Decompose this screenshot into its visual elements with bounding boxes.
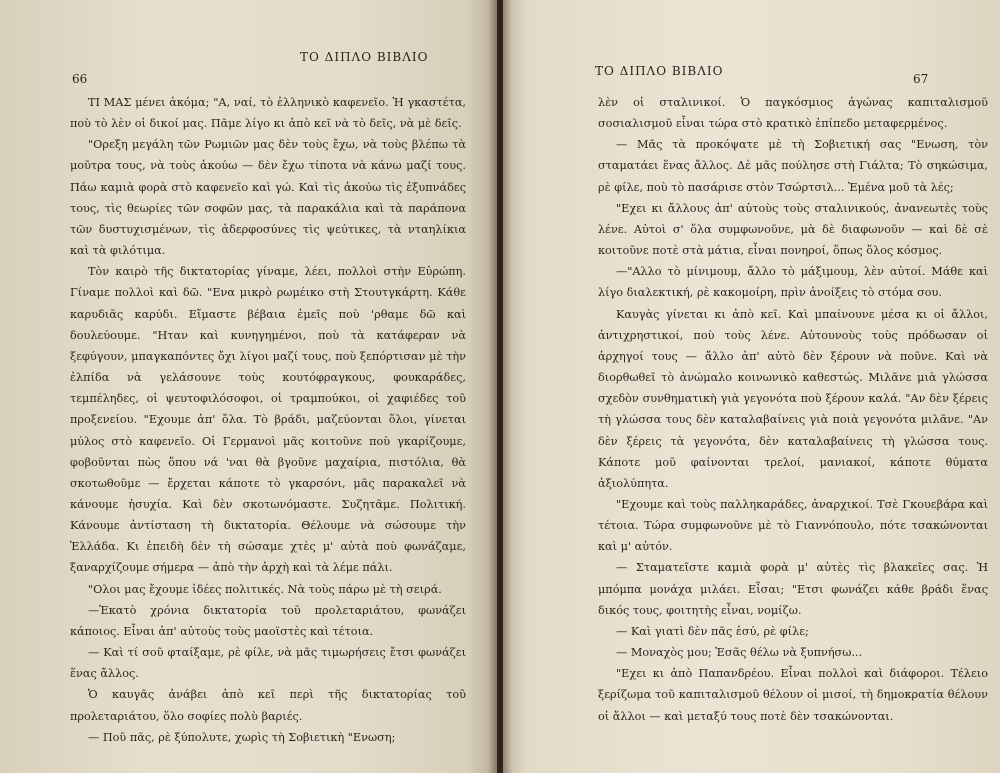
paragraph: — Ποῦ πᾶς, ρὲ ξύπολυτε, χωρὶς τὴ Σοβιετικὴ "Ενωση; <box>88 730 396 744</box>
book-gutter <box>488 0 512 773</box>
paragraph: — Καὶ τί σοῦ φταίξαμε, ρὲ φίλε, νὰ μᾶς τιμωρήσεις ἔτσι φωνάζει ἕνας ἄλλος. <box>70 646 466 681</box>
page-body <box>70 92 466 748</box>
running-head: ΤΟ ΔΙΠΛΟ ΒΙΒΛΙΟ <box>300 50 429 64</box>
paragraph: —"Αλλο τὸ μίνιμουμ, ἄλλο τὸ μάξιμουμ, λὲν αὐτοί. Μάθε καὶ λίγο διαλεκτική, ρὲ κακομοίρη, πρὶν ἀνοίξεις τὸ στόμα σου. <box>598 265 988 300</box>
running-head: ΤΟ ΔΙΠΛΟ ΒΙΒΛΙΟ <box>595 64 724 78</box>
paragraph: —Ἑκατὸ χρόνια δικτατορία τοῦ προλεταριάτου, φωνάζει κάποιος. Εἶναι ἀπ' αὐτοὺς τοὺς μαοϊστὲς καὶ τέτοια. <box>70 603 466 638</box>
page-body <box>598 92 988 727</box>
right-page <box>503 0 1000 773</box>
paragraph: "Εχει κι ἀπὸ Παπανδρέου. Εἶναι πολλοὶ καὶ διάφοροι. Τέλειο ξερίζωμα τοῦ καπιταλισμοῦ θέλουν οἱ μισοί, τὴ δημοκρατία θέλουν οἱ ἄλλοι — καὶ μεταξύ τους ποτὲ δὲν τσακώνονται. <box>598 667 988 723</box>
paragraph: "Ολοι μας ἔχουμε ἰδέες πολιτικές. Νὰ τοὺς πάρω μὲ τὴ σειρά. <box>88 582 442 596</box>
paragraph: — Μᾶς τὰ προκόψατε μὲ τὴ Σοβιετική σας "Ενωση, τὸν σταματάει ἕνας ἄλλος. Δὲ μᾶς πούλησε στὴ Γιάλτα; Τὸ σηκώσιμα, ρὲ φίλε, ποὺ τὸ πασάρισε στὸν Τσώρτσιλ... Ἐμένα μοῦ τὰ λές; <box>598 138 988 194</box>
page-number: 67 <box>913 72 929 86</box>
paragraph: λὲν οἱ σταλινικοί. Ὁ παγκόσμιος ἀγώνας καπιταλισμοῦ σοσιαλισμοῦ εἶναι τώρα στὸ κρατικὸ ἐπίπεδο μεταφερμένος. <box>598 96 988 131</box>
paragraph: Ὁ καυγᾶς ἀνάβει ἀπὸ κεῖ περὶ τῆς δικτατορίας τοῦ προλεταριάτου, ὅλο σοφίες πολὺ βαριές. <box>70 688 466 723</box>
paragraph: — Καὶ γιατὶ δὲν πᾶς ἐσύ, ρὲ φίλε; <box>616 624 809 638</box>
paragraph: Καυγὰς γίνεται κι ἀπὸ κεῖ. Καὶ μπαίνουνε μέσα κι οἱ ἄλλοι, ἀντιχρηστικοί, ποὺ τοὺς λένε. Αὐτουνοὺς τοὺς πρόδωσαν οἱ ἀρχηγοί τους — ἄλλο ἀπ' αὐτὸ δὲν ξέρουν νὰ ποῦνε. Καὶ νὰ διορθωθεῖ τὸ ἀνώμαλο κοινωνικὸ καθεστώς. Μιλᾶνε μιὰ γλώσσα σχεδὸν συνθηματικὴ γιὰ γεγονότα ποὺ ξέρουν καλά. "Αν δὲν ξέρεις τὴ γλώσσα τους δὲν καταλαβαίνεις γιὰ ποιὰ γεγονότα μιλᾶνε. "Αν δὲν ξέρεις τὰ γεγονότα, δὲν καταλαβαίνεις τὴ γλώσσα τους. Κάποτε μοῦ φαίνονται τρελοί, μανιακοί, κάποτε θύματα ἀξιολύπητα. <box>598 307 988 490</box>
paragraph: Τὸν καιρὸ τῆς δικτατορίας γίναμε, λέει, πολλοὶ στὴν Εὐρώπη. Γίναμε πολλοὶ καὶ δῶ. "Ενα μικρὸ ρωμέικο στὴ Στουτγκάρτη. Κάθε καρυδιᾶς καρύδι. Εἴμαστε βέβαια ἐμεῖς ποὺ 'ρθαμε δῶ καὶ δουλεύουμε. "Ηταν καὶ κυνηγημένοι, ποὺ τὰ κατάφεραν νὰ ξεφύγουν, μπαγκαπόντες ὄχι λίγοι μαζί τους, ποὺ ξεπόρτισαν μὲ τὴν ἐλπίδα νὰ γελάσουνε τοὺς κουτόφραγκους, φουκαράδες, τεμπέληδες, οἱ ψευτοφιλόσοφοι, οἱ τραμπούκοι, οἱ χαφιέδες τοῦ προξενείου. "Εχουμε ἀπ' ὅλα. Τὸ βράδι, μαζεύονται ὅλοι, γίνεται μύλος στὸ καφενεῖο. Οἱ Γερμανοὶ μᾶς κοιτοῦνε ποὺ γκαρίζουμε, φοβοῦνται πὼς ὅπου νά 'ναι θὰ βγοῦνε μαχαίρια, πιστόλια, θὰ σκοτωθοῦμε — ἔρχεται κάποτε τὸ γκαρσόνι, μᾶς παρακαλεῖ νὰ κάνουμε ἡσυχία. Καὶ δὲν σκοτωνόμαστε. Συζητᾶμε. Πολιτική. Κάνουμε ἀντίσταση τὴ δικτατορία. Θέλουμε νὰ σώσουμε τὴν Ἑλλάδα. Κι ἐπειδὴ δὲν τὴ σώσαμε χτὲς μ' αὐτὰ ποὺ φωνάζαμε, ξαναρχίζουμε σήμερα — ἀπὸ τὴν ἀρχὴ καὶ τὰ λέμε πάλι. <box>70 265 466 575</box>
left-page <box>0 0 497 773</box>
paragraph: "Ορεξη μεγάλη τῶν Ρωμιῶν μας δὲν τοὺς ἔχω, νὰ τοὺς βλέπω τὰ μοῦτρα τους, νὰ τοὺς ἀκούω — δὲν ἔχω τίποτα νὰ κάνω μαζί τους. Πάω καμιὰ φορὰ στὸ καφενεῖο καὶ γώ. Καὶ τὶς ἀκούω τὶς ἐξυπνάδες τους, τὶς θεωρίες τῶν σοφῶν μας, τὰ παρακάλια καὶ τὰ παράπονα τῶν δυστυχισμένων, τὶς ἀδερφοσύνες τὶς ψεύτικες, τὰ νταηλίκια καὶ τὰ φιλότιμα. <box>70 138 466 258</box>
paragraph: "Εχουμε καὶ τοὺς παλληκαράδες, ἀναρχικοί. Τσὲ Γκουεβάρα καὶ τέτοια. Τώρα συμφωνοῦνε μὲ τὸ Γιαννόπουλο, πότε τσακώνονται καὶ μ' αὐτόν. <box>598 497 988 554</box>
paragraph: — Μοναχὸς μου; Ἐσᾶς θέλω νὰ ξυπνήσω... <box>616 646 863 660</box>
paragraph: "Εχει κι ἄλλους ἀπ' αὐτοὺς τοὺς σταλινικούς, ἀνανεωτὲς τοὺς λένε. Αὐτοὶ σ' ὅλα συμφωνοῦνε, μὰ δὲ διαφωνοῦν — καὶ δὲ σὲ κοιτοῦνε ποτὲ στὰ μάτια, εἶναι πονηροί, ὅπως ὅλος κόσμος. <box>598 201 988 258</box>
page-number: 66 <box>72 72 88 86</box>
paragraph: — Σταματεῖστε καμιὰ φορὰ μ' αὐτὲς τὶς βλακεῖες σας. Ἡ μπόμπα μονάχα μιλάει. Εἶσαι; "Ετσι φωνάζει κάθε βράδι ἕνας δικός τους, φοιτητὴς εἶναι, νομίζω. <box>598 561 988 617</box>
paragraph: ΤΙ ΜΑΣ μένει ἀκόμα; "Α, ναί, τὸ ἑλληνικὸ καφενεῖο. Ἡ γκαστέτα, ποὺ τὸ λὲν οἱ δικοί μας. Πᾶμε λίγο κι ἀπὸ κεῖ νὰ τὸ δεῖς, νὰ μὲ δεῖς. <box>70 96 466 131</box>
